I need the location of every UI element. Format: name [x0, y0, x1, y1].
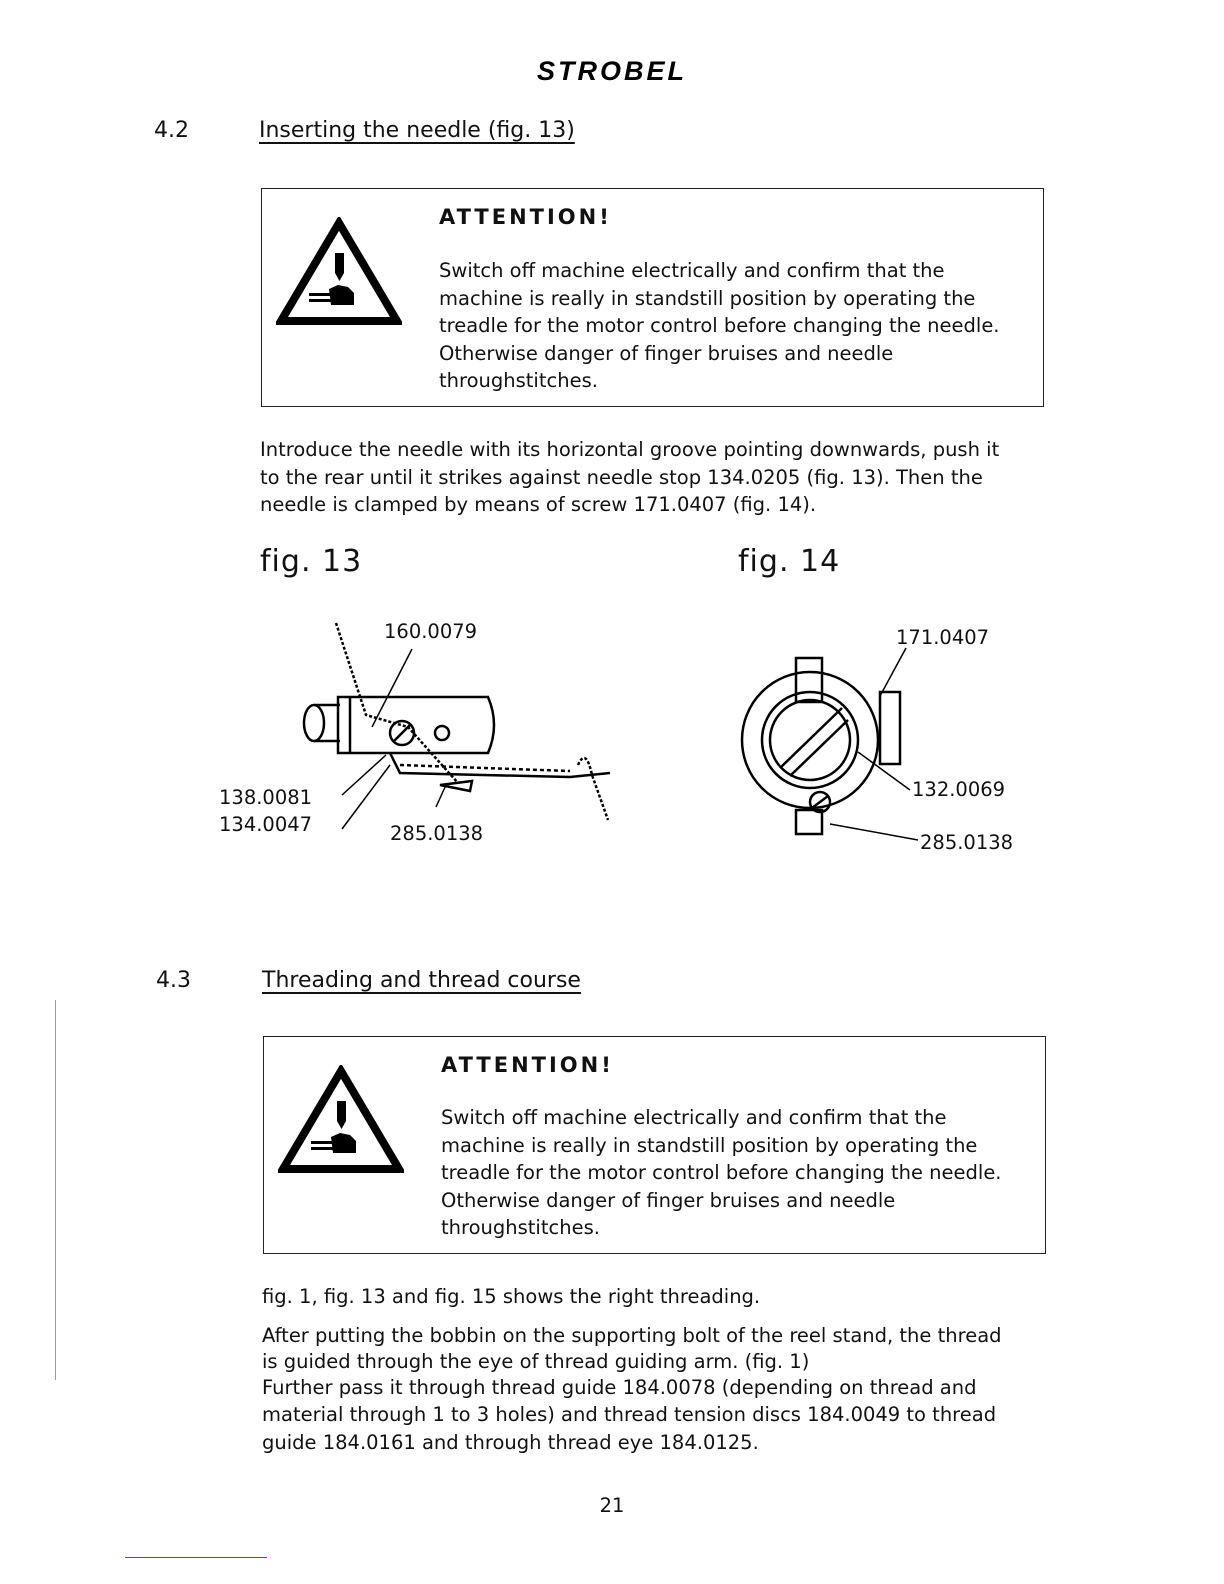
fig13-needle-drawing — [290, 615, 630, 855]
attention-line: machine is really in standstill position by operating the — [439, 286, 976, 310]
paragraph-line: is guided through the eye of thread guiding arm. (fig. 1) — [262, 1349, 810, 1373]
paragraph-line: material through 1 to 3 holes) and thread tension discs 184.0049 to thread — [262, 1403, 997, 1426]
paragraph-line: Introduce the needle with its horizontal groove pointing downwards, push it — [260, 438, 1000, 461]
paragraph-line: guide 184.0161 and through thread eye 184.0125. — [262, 1430, 759, 1454]
paragraph-line: to the rear until it strikes against needle stop 134.0205 (fig. 13). Then the — [260, 465, 983, 489]
attention-text — [441, 1104, 1041, 1242]
attention-line: Otherwise danger of finger bruises and needle — [439, 341, 894, 365]
part-label-285-0138: 285.0138 — [390, 822, 484, 845]
warning-hand-needle-icon — [276, 217, 402, 327]
paragraph-line: needle is clamped by means of screw 171.0407 (fig. 14). — [260, 493, 817, 516]
part-label-285-0138-fig14: 285.0138 — [920, 831, 1014, 854]
attention-line: machine is really in standstill position by operating the — [441, 1133, 978, 1157]
brand-logo: STROBEL — [536, 56, 687, 86]
section-number: 4.2 — [154, 118, 189, 143]
attention-line: treadle for the motor control before changing the needle. — [441, 1161, 1002, 1184]
part-label-138-0081: 138.0081 — [219, 786, 313, 809]
attention-line: treadle for the motor control before changing the needle. — [439, 314, 1000, 337]
section-title: Inserting the needle (fig. 13) — [259, 118, 575, 143]
attention-line: Otherwise danger of finger bruises and needle — [441, 1188, 896, 1212]
fig14-clamp-drawing — [730, 640, 960, 850]
attention-line: Switch off machine electrically and confirm that the — [439, 259, 945, 282]
part-label-171-0407: 171.0407 — [896, 626, 990, 649]
attention-line: throughstitches. — [441, 1216, 600, 1239]
body-paragraph — [262, 1322, 1062, 1456]
page-number: 21 — [599, 1494, 625, 1517]
footer-rule — [125, 1557, 267, 1558]
attention-line: throughstitches. — [439, 369, 598, 392]
fig13-label: fig. 13 — [260, 544, 363, 579]
body-paragraph — [260, 436, 1060, 519]
attention-heading: ATTENTION! — [441, 1053, 614, 1077]
part-label-160-0079: 160.0079 — [384, 620, 478, 643]
attention-heading: ATTENTION! — [439, 205, 612, 229]
attention-text — [439, 257, 1039, 395]
warning-hand-needle-icon — [278, 1065, 404, 1175]
threading-intro: fig. 1, fig. 13 and fig. 15 shows the right threading. — [262, 1285, 761, 1308]
part-label-134-0047: 134.0047 — [219, 813, 313, 836]
attention-line: Switch off machine electrically and confirm that the — [441, 1106, 947, 1129]
section-number: 4.3 — [156, 968, 191, 993]
paragraph-line: Further pass it through thread guide 184.0078 (depending on thread and — [262, 1375, 977, 1399]
paragraph-line: After putting the bobbin on the supporting bolt of the reel stand, the thread — [262, 1324, 1002, 1347]
part-label-132-0069: 132.0069 — [912, 778, 1006, 801]
attention-box — [263, 1036, 1046, 1254]
revision-bar — [55, 1000, 56, 1380]
attention-box — [261, 188, 1044, 407]
section-title: Threading and thread course — [262, 968, 581, 993]
fig14-label: fig. 14 — [738, 544, 841, 579]
